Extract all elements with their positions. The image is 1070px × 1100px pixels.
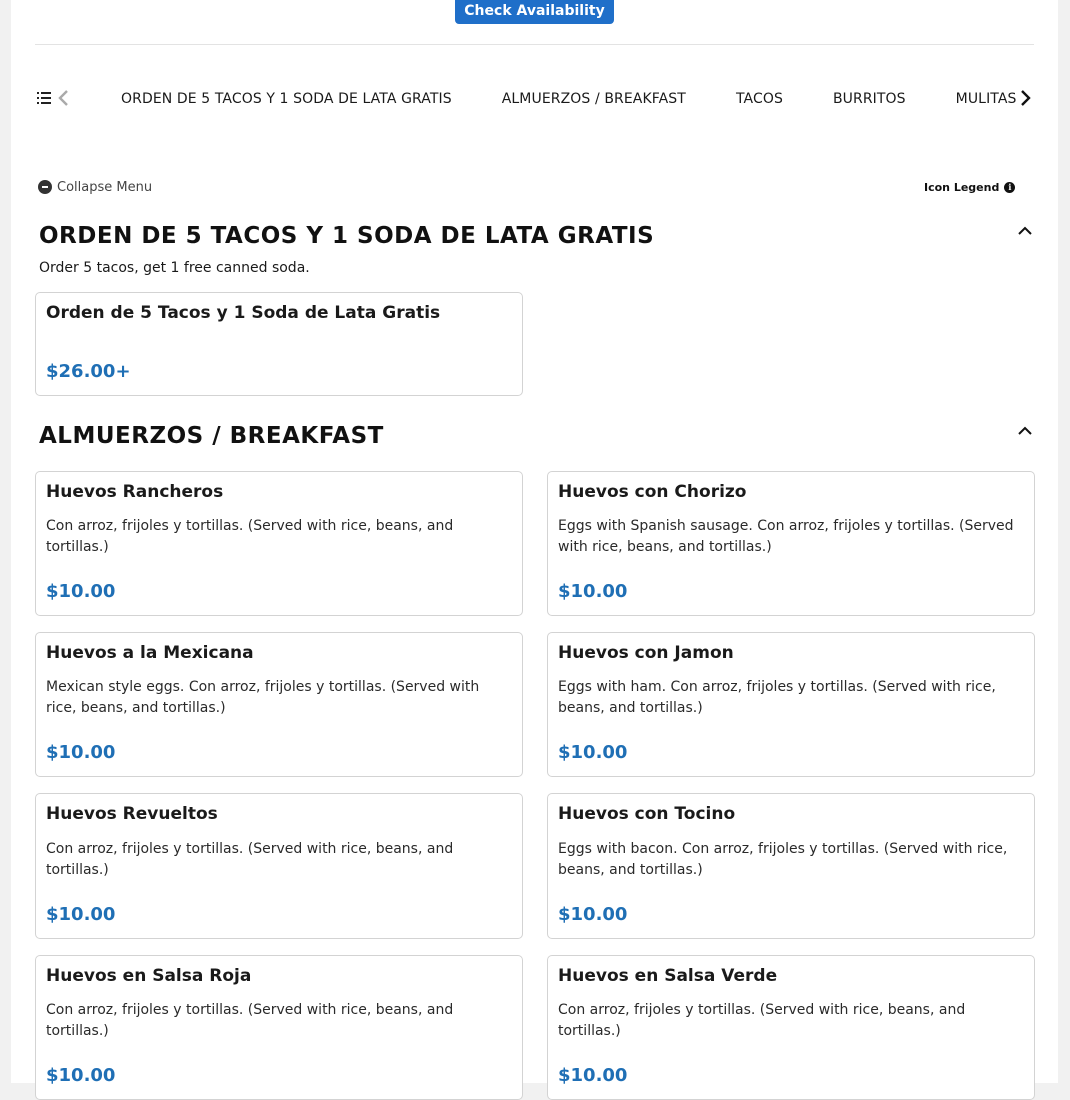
item-description: Mexican style eggs. Con arroz, frijoles y tortillas. (Served with rice, beans, and tortillas.) [46,679,480,716]
item-name: Orden de 5 Tacos y 1 Soda de Lata Gratis [46,303,441,323]
item-description: Eggs with ham. Con arroz, frijoles y tortillas. (Served with rice, beans, and tortillas.) [558,679,996,716]
category-track [110,80,1017,118]
item-name: Huevos en Salsa Verde [558,966,778,986]
item-price: $10.00 [46,742,116,763]
item-name: Huevos a la Mexicana [46,643,254,663]
divider [35,44,1034,45]
item-name: Huevos Rancheros [46,482,224,502]
section-title: ALMUERZOS / BREAKFAST [39,423,384,449]
category-nav [35,80,1034,118]
item-name: Huevos con Jamon [558,643,734,663]
icon-legend-label: Icon Legend [924,180,1000,194]
item-name: Huevos en Salsa Roja [46,966,252,986]
item-description: Con arroz, frijoles y tortillas. (Served with rice, beans, and tortillas.) [46,841,454,878]
collapse-menu-button[interactable] [38,178,152,196]
check-availability-button[interactable]: Check Availability [455,0,614,24]
section-title: ORDEN DE 5 TACOS Y 1 SODA DE LATA GRATIS [39,223,655,249]
category-item[interactable]: MULITAS [955,91,1017,107]
menu-page [11,0,1058,1086]
item-price: $10.00 [46,1065,116,1086]
item-price: $10.00 [558,904,628,925]
item-price: $26.00+ [46,361,131,382]
menu-item-card[interactable] [547,955,1035,1100]
item-price: $10.00 [558,742,628,763]
menu-item-card[interactable] [35,292,523,396]
item-price: $10.00 [46,581,116,602]
menu-item-card[interactable] [35,632,523,777]
item-description: Con arroz, frijoles y tortillas. (Served with rice, beans, and tortillas.) [558,1002,966,1039]
menu-item-card[interactable] [35,793,523,939]
icon-legend-button[interactable] [924,178,1015,196]
category-item[interactable]: ORDEN DE 5 TACOS Y 1 SODA DE LATA GRATIS [121,91,452,107]
info-icon: i [1004,182,1015,193]
menu-item-card[interactable] [547,793,1035,939]
item-description: Eggs with Spanish sausage. Con arroz, frijoles y tortillas. (Served with rice, beans, and tortillas.) [558,518,1014,555]
item-name: Huevos con Tocino [558,804,736,824]
category-item[interactable]: TACOS [735,91,783,107]
menu-item-card[interactable] [547,471,1035,616]
menu-item-card[interactable] [35,471,523,616]
item-description: Con arroz, frijoles y tortillas. (Served with rice, beans, and tortillas.) [46,1002,454,1039]
section-description: Order 5 tacos, get 1 free canned soda. [39,260,310,276]
chevron-up-icon[interactable] [1017,224,1033,236]
category-item[interactable]: ALMUERZOS / BREAKFAST [501,91,686,107]
item-description: Con arroz, frijoles y tortillas. (Served with rice, beans, and tortillas.) [46,518,454,555]
collapse-menu-label: Collapse Menu [57,179,153,195]
category-item[interactable]: BURRITOS [832,91,906,107]
chevron-left-icon[interactable] [57,89,71,107]
item-price: $10.00 [558,581,628,602]
chevron-up-icon[interactable] [1017,424,1033,436]
item-description: Eggs with bacon. Con arroz, frijoles y tortillas. (Served with rice, beans, and tortillas.) [558,841,1008,878]
item-price: $10.00 [558,1065,628,1086]
chevron-right-icon[interactable] [1018,89,1032,107]
item-price: $10.00 [46,904,116,925]
minus-circle-icon [38,180,52,194]
item-name: Huevos con Chorizo [558,482,747,502]
menu-item-card[interactable] [547,632,1035,777]
menu-item-card[interactable] [35,955,523,1100]
item-name: Huevos Revueltos [46,804,218,824]
list-icon[interactable] [37,91,51,105]
